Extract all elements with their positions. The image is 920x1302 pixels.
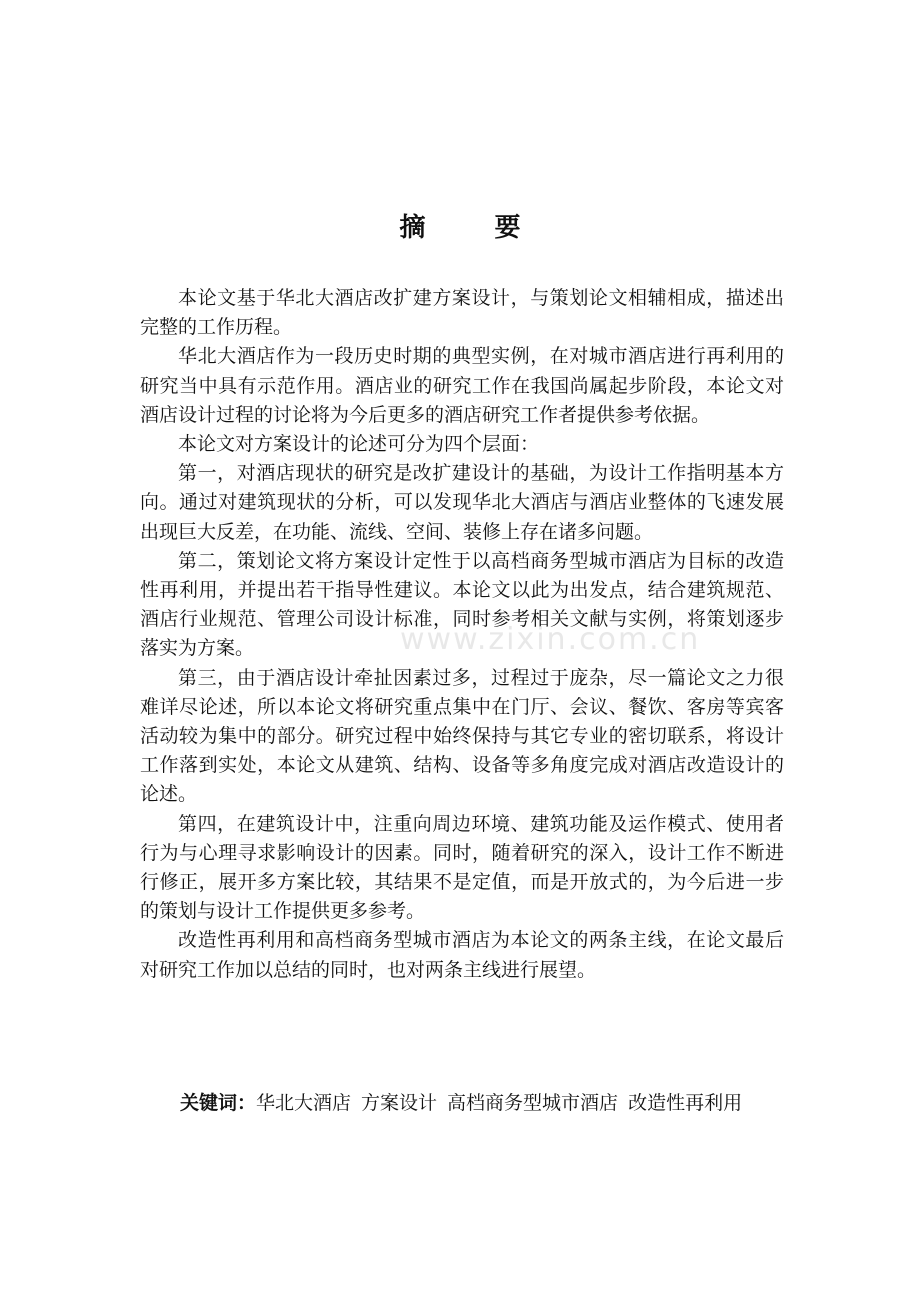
keyword-item: 华北大酒店 xyxy=(256,1092,352,1114)
watermark: www.zixin.com.cn xyxy=(400,622,701,657)
paragraph: 第四，在建筑设计中，注重向周边环境、建筑功能及运作模式、使用者行为与心理寻求影响设计的因素。同时，随着研究的深入，设计工作不断进行修正，展开多方案比较，其结果不是定值，而是开放式的，为今后进一步的策划与设计工作提供更多参考。 xyxy=(140,812,784,923)
keyword-item: 高档商务型城市酒店 xyxy=(447,1092,619,1114)
paragraph: 第三，由于酒店设计牵扯因素过多，过程过于庞杂，尽一篇论文之力很难详尽论述，所以本论文将研究重点集中在门厅、会议、餐饮、客房等宾客活动较为集中的部分。研究过程中始终保持与其它专业的密切联系，将设计工作落到实处，本论文从建筑、结构、设备等多角度完成对酒店改造设计的论述。 xyxy=(140,666,784,806)
paragraph: 改造性再利用和高档商务型城市酒店为本论文的两条主线，在论文最后对研究工作加以总结的同时，也对两条主线进行展望。 xyxy=(140,929,784,981)
keyword-item: 方案设计 xyxy=(361,1092,438,1114)
paragraph: 第二，策划论文将方案设计定性于以高档商务型城市酒店为目标的改造性再利用，并提出若干指导性建议。本论文以此为出发点，结合建筑规范、酒店行业规范、管理公司设计标准，同时参考相关文献与实例，将策划逐步落实为方案。 xyxy=(140,549,784,660)
page-title: 摘 要 xyxy=(399,213,551,243)
paragraph: 华北大酒店作为一段历史时期的典型实例，在对城市酒店进行再利用的研究当中具有示范作用。酒店业的研究工作在我国尚属起步阶段，本论文对酒店设计过程的讨论将为今后更多的酒店研究工作者提供参考依据。 xyxy=(140,345,784,426)
paragraph: 本论文基于华北大酒店改扩建方案设计，与策划论文相辅相成，描述出完整的工作历程。 xyxy=(140,287,784,339)
keyword-item: 改造性再利用 xyxy=(628,1092,743,1114)
paragraph: 本论文对方案设计的论述可分为四个层面： xyxy=(178,433,540,456)
keywords-line xyxy=(180,1088,752,1118)
keywords-label: 关键词： xyxy=(180,1092,257,1114)
paragraph: 第一，对酒店现状的研究是改扩建设计的基础，为设计工作指明基本方向。通过对建筑现状的分析，可以发现华北大酒店与酒店业整体的飞速发展出现巨大反差，在功能、流线、空间、装修上存在诸多问题。 xyxy=(140,462,784,543)
